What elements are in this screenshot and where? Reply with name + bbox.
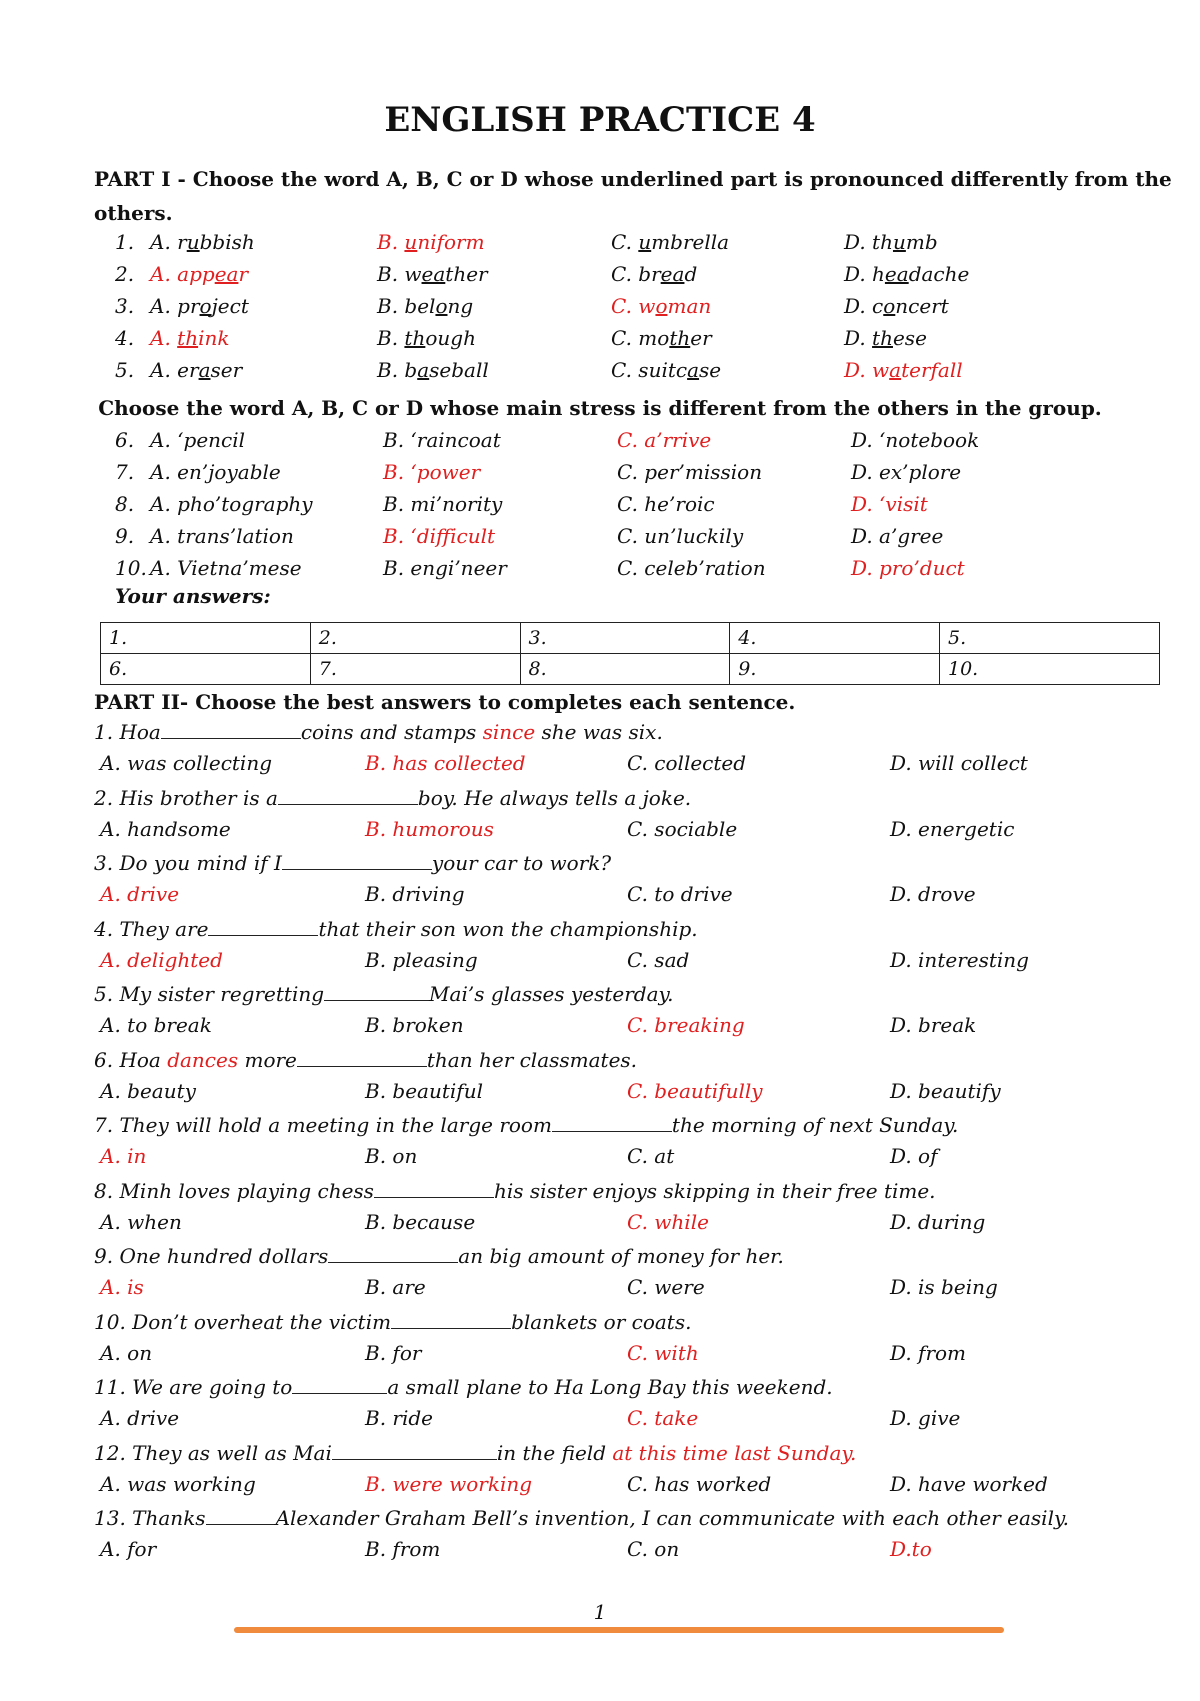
underlined-sound: a (687, 358, 700, 382)
answer-blank[interactable] (161, 720, 301, 739)
option-c[interactable]: C. beautifully (627, 1078, 763, 1103)
underlined-sound: ea (421, 262, 446, 286)
answer-cell[interactable]: 9. (730, 654, 940, 685)
option-c[interactable]: C. a’rrive (617, 428, 712, 452)
question-options (0, 1210, 1200, 1240)
question-stem: 12. They as well as Mai in the field at this time last Sunday. (94, 1440, 857, 1465)
option-a[interactable]: A. was collecting (100, 751, 273, 775)
option-c[interactable]: C. he’roic (617, 492, 715, 516)
option-d[interactable]: D. beautify (890, 1078, 1001, 1103)
question-options (0, 1013, 1200, 1043)
pronunciation-item (0, 262, 1200, 292)
answer-cell[interactable]: 1. (101, 623, 311, 654)
answer-blank[interactable] (332, 1441, 497, 1460)
option-c[interactable]: C. sociable (627, 816, 738, 841)
item-number: 4. (115, 326, 135, 350)
option-b[interactable]: B. are (365, 1275, 426, 1299)
pronunciation-item (0, 326, 1200, 356)
answers-label: Your answers: (115, 584, 271, 608)
underlined-sound: u (638, 230, 652, 254)
answer-cell[interactable]: 7. (310, 654, 520, 685)
underlined-sound: ea (884, 262, 909, 286)
option-b[interactable]: B. engi’neer (383, 556, 507, 580)
answer-table (100, 622, 1160, 685)
question-options (0, 817, 1200, 847)
option-a[interactable]: A. delighted (100, 947, 223, 972)
answer-cell[interactable]: 3. (520, 623, 730, 654)
option-c[interactable]: C. per’mission (617, 460, 763, 484)
item-number: 5. (115, 358, 135, 382)
option-d[interactable]: D. energetic (890, 816, 1015, 841)
option-b[interactable]: B. for (365, 1340, 422, 1365)
pronunciation-item (0, 294, 1200, 324)
option-c[interactable]: C. sad (627, 947, 690, 972)
highlighted-word: since (482, 720, 536, 744)
item-number: 2. (115, 262, 135, 286)
option-c[interactable]: C. celeb’ration (617, 556, 766, 580)
underlined-sound: o (435, 294, 448, 318)
option-b[interactable]: B. because (365, 1209, 476, 1234)
option-c[interactable]: C. woman (611, 294, 712, 318)
answer-cell[interactable]: 6. (101, 654, 311, 685)
underlined-sound: ea (214, 262, 239, 286)
option-b[interactable]: B. humorous (365, 816, 494, 841)
question-stem: 1. Hoa coins and stamps since she was six. (94, 720, 663, 744)
question-stem: 5. My sister regretting Mai’s glasses yesterday. (94, 982, 674, 1006)
question-stem: 10. Don’t overheat the victim blankets or coats. (94, 1309, 692, 1334)
underlined-sound: u (404, 230, 418, 254)
option-d[interactable]: D. these (844, 326, 927, 350)
question-options (0, 1341, 1200, 1371)
option-c[interactable]: C. mother (611, 326, 712, 350)
part2-heading-text: Choose the best answers to completes each sentence. (188, 690, 796, 714)
stress-heading: Choose the word A, B, C or D whose main stress is different from the others in the group. (98, 396, 1102, 420)
question-stem: 11. We are going to a small plane to Ha Long Bay this weekend. (94, 1375, 833, 1399)
answer-cell[interactable]: 2. (310, 623, 520, 654)
option-c[interactable]: C. take (627, 1406, 699, 1430)
pronunciation-item (0, 358, 1200, 388)
option-d[interactable]: D. pro’duct (851, 556, 965, 580)
question-stem: 2. His brother is a boy. He always tells a joke. (94, 785, 692, 810)
page-title: ENGLISH PRACTICE 4 (384, 100, 816, 140)
option-d[interactable]: D. waterfall (844, 358, 963, 382)
option-c[interactable]: C. breaking (627, 1013, 745, 1037)
highlighted-word: at this time last Sunday. (612, 1440, 857, 1465)
underlined-sound: th (404, 326, 426, 350)
part2-heading-label: PART II- (94, 690, 189, 714)
answer-blank[interactable] (282, 851, 432, 870)
option-c[interactable]: C. to drive (627, 882, 733, 906)
answer-blank[interactable] (206, 1506, 276, 1525)
option-b[interactable]: B. baseball (377, 358, 489, 382)
answer-row (101, 654, 1160, 685)
option-d[interactable]: D. concert (844, 294, 949, 318)
option-d[interactable]: D. a’gree (851, 524, 944, 548)
option-b[interactable]: B. weather (377, 262, 488, 286)
option-d[interactable]: D. during (890, 1209, 986, 1234)
question-options (0, 1275, 1200, 1305)
option-b[interactable]: B. uniform (377, 230, 485, 254)
option-b[interactable]: B. has collected (365, 751, 526, 775)
question-options (0, 751, 1200, 781)
answer-blank[interactable] (278, 786, 418, 805)
footer-divider (234, 1627, 1004, 1633)
option-b[interactable]: B. ‘difficult (383, 524, 496, 548)
option-c[interactable]: C. with (627, 1340, 699, 1365)
highlighted-word: dances (167, 1047, 239, 1072)
option-b[interactable]: B. broken (365, 1013, 464, 1037)
page-number: 1 (593, 1600, 607, 1624)
option-c[interactable]: C. at (627, 1144, 675, 1168)
option-a[interactable]: A. ‘pencil (150, 428, 246, 452)
underlined-sound: ea (660, 262, 685, 286)
option-c[interactable]: C. has worked (627, 1471, 772, 1496)
underlined-sound: th (177, 326, 199, 350)
option-c[interactable]: C. umbrella (611, 230, 730, 254)
option-d[interactable]: D. will collect (890, 751, 1028, 775)
stress-item (0, 460, 1200, 490)
option-d[interactable]: D. have worked (890, 1471, 1048, 1496)
option-a[interactable]: A. drive (100, 882, 180, 906)
item-number: 1. (115, 230, 135, 254)
question-options (0, 1472, 1200, 1502)
option-b[interactable]: B. from (365, 1537, 441, 1561)
answer-row (101, 623, 1160, 654)
answer-blank[interactable] (208, 917, 318, 936)
question-stem: 13. Thanks Alexander Graham Bell’s invention, I can communicate with each other easily. (94, 1506, 1069, 1530)
option-c[interactable]: C. while (627, 1209, 709, 1234)
option-b[interactable]: B. driving (365, 882, 465, 906)
question-stem: 9. One hundred dollars an big amount of money for her. (94, 1244, 784, 1268)
question-stem: 4. They are that their son won the championship. (94, 916, 698, 941)
stress-item (0, 524, 1200, 554)
answer-cell[interactable]: 5. (940, 623, 1160, 654)
underlined-sound: a (889, 358, 902, 382)
option-d[interactable]: D. ex’plore (851, 460, 962, 484)
option-d[interactable]: D. from (890, 1340, 967, 1365)
underlined-sound: u (186, 230, 200, 254)
answer-blank[interactable] (328, 1244, 458, 1263)
option-a[interactable]: A. for (100, 1537, 157, 1561)
option-c[interactable]: C. were (627, 1275, 705, 1299)
option-c[interactable]: C. bread (611, 262, 698, 286)
question-options (0, 1537, 1200, 1567)
option-b[interactable]: B. though (377, 326, 476, 350)
question-options (0, 1144, 1200, 1174)
option-b[interactable]: B. ride (365, 1406, 434, 1430)
underlined-sound: o (655, 294, 668, 318)
option-a[interactable]: A. was working (100, 1471, 256, 1496)
answer-blank[interactable] (297, 1048, 427, 1067)
option-b[interactable]: B. mi’nority (383, 492, 503, 516)
option-a[interactable]: A. project (150, 294, 249, 318)
option-a[interactable]: A. rubbish (150, 230, 255, 254)
stress-item (0, 556, 1200, 586)
answer-blank[interactable] (324, 982, 429, 1001)
option-a[interactable]: A. appear (150, 262, 249, 286)
item-number: 6. (115, 428, 135, 452)
option-b[interactable]: B. ‘power (383, 460, 481, 484)
question-stem: 8. Minh loves playing chess his sister enjoys skipping in their free time. (94, 1178, 936, 1203)
option-c[interactable]: C. on (627, 1537, 680, 1561)
option-a[interactable]: A. trans’lation (150, 524, 294, 548)
answer-blank[interactable] (552, 1113, 672, 1132)
option-d[interactable]: D. give (890, 1406, 961, 1430)
option-c[interactable]: C. suitcase (611, 358, 722, 382)
option-b[interactable]: B. ‘raincoat (383, 428, 501, 452)
item-number: 10. (115, 556, 147, 580)
item-number: 7. (115, 460, 135, 484)
option-a[interactable]: A. pho’tography (150, 492, 313, 516)
option-d[interactable]: D. ‘notebook (851, 428, 980, 452)
option-a[interactable]: A. is (100, 1275, 144, 1299)
option-b[interactable]: B. were working (365, 1471, 533, 1496)
option-d[interactable]: D. thumb (844, 230, 938, 254)
option-a[interactable]: A. when (100, 1209, 182, 1234)
option-d[interactable]: D. drove (890, 882, 976, 906)
option-a[interactable]: A. handsome (100, 816, 231, 841)
option-b[interactable]: B. beautiful (365, 1078, 483, 1103)
underlined-sound: a (198, 358, 211, 382)
underlined-sound: th (872, 326, 893, 350)
option-d[interactable]: D. break (890, 1013, 977, 1037)
option-b[interactable]: B. pleasing (365, 947, 478, 972)
pronunciation-item (0, 230, 1200, 260)
underlined-sound: u (892, 230, 906, 254)
option-c[interactable]: C. collected (627, 751, 747, 775)
answer-blank[interactable] (391, 1310, 511, 1329)
answer-blank[interactable] (292, 1375, 387, 1394)
item-number: 3. (115, 294, 135, 318)
answer-cell[interactable]: 4. (730, 623, 940, 654)
option-d[interactable]: D. headache (844, 262, 970, 286)
question-options (0, 948, 1200, 978)
option-a[interactable]: A. think (150, 326, 230, 350)
option-d[interactable]: D. is being (890, 1275, 998, 1299)
question-options (0, 882, 1200, 912)
question-options (0, 1406, 1200, 1436)
answer-blank[interactable] (374, 1179, 494, 1198)
option-a[interactable]: A. beauty (100, 1078, 196, 1103)
option-a[interactable]: A. to break (100, 1013, 212, 1037)
answer-cell[interactable]: 10. (940, 654, 1160, 685)
option-d[interactable]: D. ‘visit (851, 492, 928, 516)
option-a[interactable]: A. drive (100, 1406, 180, 1430)
question-stem: 7. They will hold a meeting in the large room the morning of next Sunday. (94, 1113, 959, 1137)
question-stem: 3. Do you mind if I your car to work? (94, 851, 612, 875)
option-a[interactable]: A. eraser (150, 358, 243, 382)
part2-heading (94, 690, 795, 714)
question-options (0, 1079, 1200, 1109)
option-a[interactable]: A. on (100, 1340, 153, 1365)
option-a[interactable]: A. en’joyable (150, 460, 281, 484)
option-a[interactable]: A. Vietna’mese (150, 556, 302, 580)
underlined-sound: o (199, 294, 212, 318)
underlined-sound: th (669, 326, 691, 350)
stress-item (0, 492, 1200, 522)
part1-heading: PART I - Choose the word A, B, C or D whose underlined part is pronounced differently from the others. (94, 167, 1172, 225)
underlined-sound: a (417, 358, 430, 382)
item-number: 8. (115, 492, 135, 516)
question-stem: 6. Hoa dances more than her classmates. (94, 1047, 638, 1072)
option-b[interactable]: B. belong (377, 294, 474, 318)
option-d[interactable]: D. interesting (890, 947, 1029, 972)
answer-cell[interactable]: 8. (520, 654, 730, 685)
option-a[interactable]: A. in (100, 1144, 147, 1168)
underlined-sound: o (883, 294, 896, 318)
option-c[interactable]: C. un’luckily (617, 524, 744, 548)
stress-item (0, 428, 1200, 458)
option-d[interactable]: D.to (890, 1537, 932, 1561)
option-b[interactable]: B. on (365, 1144, 418, 1168)
option-d[interactable]: D. of (890, 1144, 938, 1168)
item-number: 9. (115, 524, 135, 548)
